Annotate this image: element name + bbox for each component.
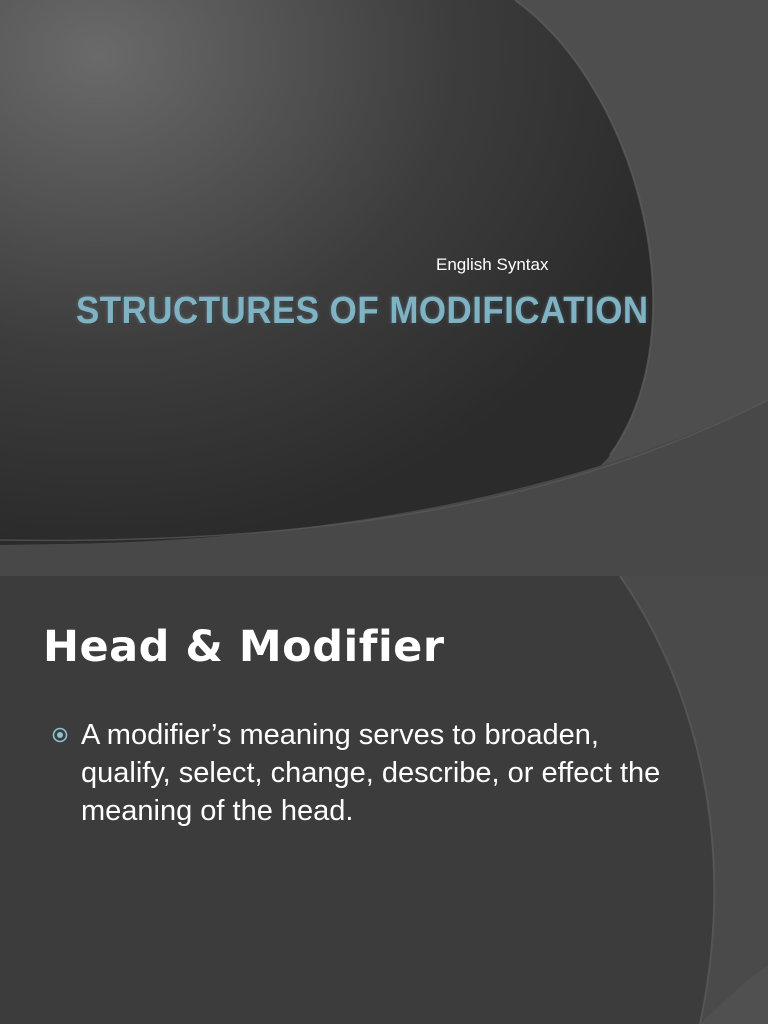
slide-heading: Head & Modifier: [43, 622, 445, 672]
slide-subtitle: English Syntax: [436, 255, 549, 274]
content-slide: [0, 576, 768, 1024]
slide-title: STRUCTURES OF MODIFICATION: [76, 290, 649, 332]
circle-bullet-icon: [52, 727, 68, 743]
bullet-text: A modifier’s meaning serves to broaden, qualify, select, change, describe, or effect the meaning of the head.: [81, 719, 661, 827]
